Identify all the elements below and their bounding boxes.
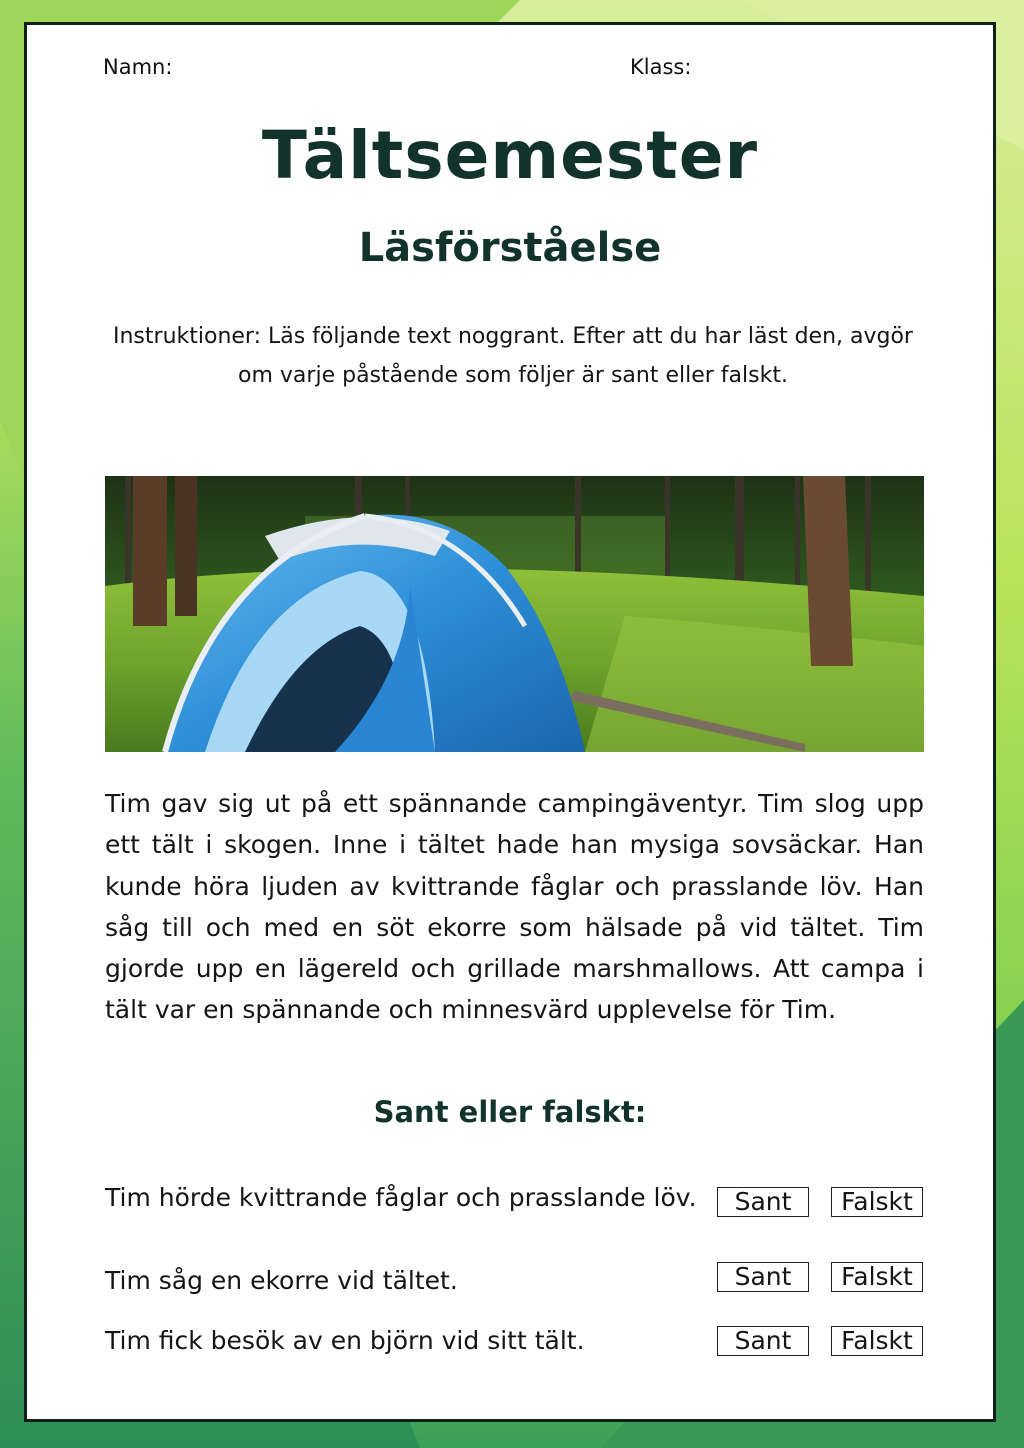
statement-1-true-option[interactable]: Sant: [717, 1187, 809, 1217]
page-subtitle: Läsförståelse: [358, 225, 662, 271]
statement-2: Tim såg en ekorre vid tältet.: [105, 1266, 458, 1295]
worksheet: [24, 22, 996, 1422]
statement-1: Tim hörde kvittrande fåglar och prasslande löv.: [105, 1183, 697, 1212]
page-title: Tältsemester: [261, 117, 759, 194]
statement-3-true-option[interactable]: Sant: [717, 1326, 809, 1356]
instructions-text: Instruktioner: Läs följande text noggrant. Efter att du har läst den, avgör om varje påstående som följer är sant eller falskt.: [113, 324, 913, 388]
class-label: Klass:: [630, 55, 692, 79]
story-paragraph: Tim gav sig ut på ett spännande campingäventyr. Tim slog upp ett tält i skogen. Inne i tältet hade han mysiga sovsäckar. Han kunde höra ljuden av kvittrande fåglar och prasslande löv. Han såg till och med en söt ekorre som hälsade på vid tältet. Tim gjorde upp en lägereld och grillade marshmallows. Att campa i tält var en spännande och minnesvärd upplevelse för Tim.: [105, 789, 924, 1025]
statement-2-false-option[interactable]: Falskt: [831, 1262, 923, 1292]
name-label: Namn:: [103, 55, 173, 79]
statement-3: Tim fick besök av en björn vid sitt tält.: [105, 1326, 585, 1355]
statement-1-false-option[interactable]: Falskt: [831, 1187, 923, 1217]
statement-3-false-option[interactable]: Falskt: [831, 1326, 923, 1356]
true-false-heading: Sant eller falskt:: [373, 1095, 647, 1129]
statement-2-true-option[interactable]: Sant: [717, 1262, 809, 1292]
tent-in-forest-photo: [105, 476, 924, 752]
